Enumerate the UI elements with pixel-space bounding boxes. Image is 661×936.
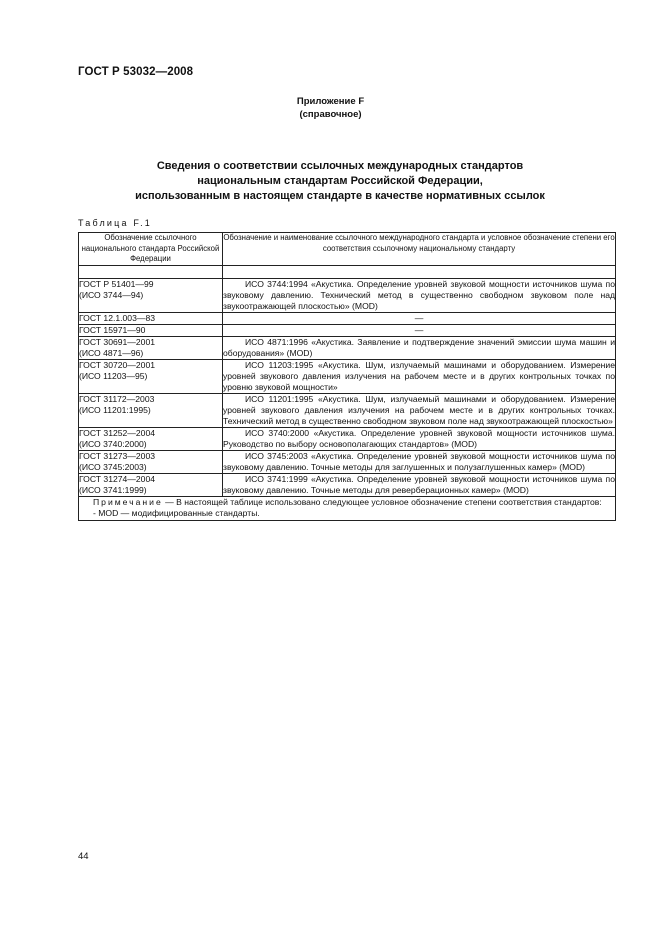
international-standard-cell [223, 359, 616, 393]
note-item: - MOD — модифицированные стандарты. [93, 508, 260, 518]
national-standard-cell [79, 473, 223, 496]
appendix-type: (справочное) [299, 109, 362, 120]
table-row [79, 324, 616, 336]
table-row [79, 473, 616, 496]
international-standard-text: ИСО 4871:1996 «Акустика. Заявление и подтверждение значений эмиссии шума машин и оборудования» (MOD) [223, 336, 615, 358]
national-standard-code: ГОСТ Р 51401—99 [79, 278, 154, 289]
national-standard-code: ГОСТ 31273—2003 [79, 450, 156, 461]
international-standard-cell [223, 278, 616, 312]
title-line-3: использованным в настоящем стандарте в качестве нормативных ссылок [135, 190, 545, 202]
table-note-row [79, 496, 616, 520]
table-spacer-row [79, 265, 616, 278]
title-line-1: Сведения о соответствии ссылочных международных стандартов [156, 160, 524, 172]
iso-equivalent-code: (ИСО 11201:1995) [79, 404, 151, 415]
national-standard-cell [79, 393, 223, 427]
iso-equivalent-code: (ИСО 11203—95) [79, 370, 148, 381]
table-row [79, 450, 616, 473]
appendix-label: Приложение F [296, 96, 365, 107]
international-standard-cell [223, 427, 616, 450]
header-international-standard: Обозначение и наименование ссылочного международного стандарта и условное обозначение степени его соответствия ссылочному национальному стандарту [223, 233, 616, 266]
title-line-2: национальным стандартам Российской Федерации, [197, 175, 483, 187]
table-caption: Таблица F.1 [78, 218, 152, 228]
international-standard-cell [223, 473, 616, 496]
international-standard-cell: — [223, 312, 616, 324]
iso-equivalent-code: (ИСО 3745:2003) [79, 461, 147, 472]
international-standard-cell [223, 450, 616, 473]
appendix-heading [0, 95, 661, 121]
international-standard-cell [223, 393, 616, 427]
international-standard-text: ИСО 11201:1995 «Акустика. Шум, излучаемый машинами и оборудованием. Измерение уровней звукового давления излучения на рабочем месте и в других контрольных точках. Технический метод в существенно свободном звуковом поле над звукоотражающей плоскостью» [223, 393, 615, 426]
international-standard-text: ИСО 11203:1995 «Акустика. Шум, излучаемый машинами и оборудованием. Измерение уровней звукового давления излучения на рабочем месте и в других контрольных точках по уровню звуковой мощности» [223, 359, 615, 392]
international-standard-text: ИСО 3744:1994 «Акустика. Определение уровней звуковой мощности источников шума по звуковому давлению. Технический метод в существенно свободном звуковом поле над звукоотражающей плоскостью» (MOD) [223, 278, 615, 311]
national-standard-code: ГОСТ 30720—2001 [79, 359, 156, 370]
national-standard-cell [79, 450, 223, 473]
iso-equivalent-code: (ИСО 3740:2000) [79, 438, 147, 449]
spacer-cell [223, 265, 616, 278]
table-row [79, 359, 616, 393]
table-row [79, 393, 616, 427]
national-standard-cell [79, 324, 223, 336]
national-standard-code: ГОСТ 31252—2004 [79, 427, 156, 438]
national-standard-code: ГОСТ 30691—2001 [79, 336, 156, 347]
international-standard-text: ИСО 3740:2000 «Акустика. Определение уровней звуковой мощности источников шума. Руководство по выбору основополагающих стандартов» (MOD) [223, 427, 615, 449]
national-standard-cell [79, 359, 223, 393]
note-text [79, 497, 615, 509]
note-label: Примечание [93, 496, 163, 507]
correspondence-table [78, 232, 616, 521]
national-standard-cell [79, 312, 223, 324]
national-standard-code: ГОСТ 12.1.003—83 [79, 312, 156, 323]
note-body: — В настоящей таблице использовано следующее условное обозначение степени соответствия стандартов: [162, 496, 602, 507]
iso-equivalent-code: (ИСО 4871—96) [79, 347, 144, 358]
appendix-title [60, 159, 620, 204]
table-header-row [79, 233, 616, 266]
table-row [79, 278, 616, 312]
international-standard-text: ИСО 3745:2003 «Акустика. Определение уровней звуковой мощности источников шума по звуковому давлению. Точные методы для заглушенных и полузаглушенных камер» (MOD) [223, 450, 615, 472]
table-row [79, 427, 616, 450]
iso-equivalent-code: (ИСО 3744—94) [79, 289, 144, 300]
international-standard-text: ИСО 3741:1999 «Акустика. Определение уровней звуковой мощности источников шума по звуковому давлению. Точные методы для реверберационных камер» (MOD) [223, 473, 615, 495]
table-row [79, 336, 616, 359]
iso-equivalent-code: (ИСО 3741:1999) [79, 484, 147, 495]
spacer-cell [79, 265, 223, 278]
international-standard-cell [223, 336, 616, 359]
standard-code-header: ГОСТ Р 53032—2008 [78, 66, 194, 78]
national-standard-code: ГОСТ 31172—2003 [79, 393, 155, 404]
page-number: 44 [78, 851, 89, 862]
table-row [79, 312, 616, 324]
table-note [79, 496, 616, 520]
international-standard-cell: — [223, 324, 616, 336]
national-standard-code: ГОСТ 15971—90 [79, 324, 146, 335]
national-standard-code: ГОСТ 31274—2004 [79, 473, 156, 484]
header-national-standard: Обозначение ссылочного национального стандарта Российской Федерации [79, 233, 223, 266]
national-standard-cell [79, 427, 223, 450]
national-standard-cell [79, 336, 223, 359]
national-standard-cell [79, 278, 223, 312]
